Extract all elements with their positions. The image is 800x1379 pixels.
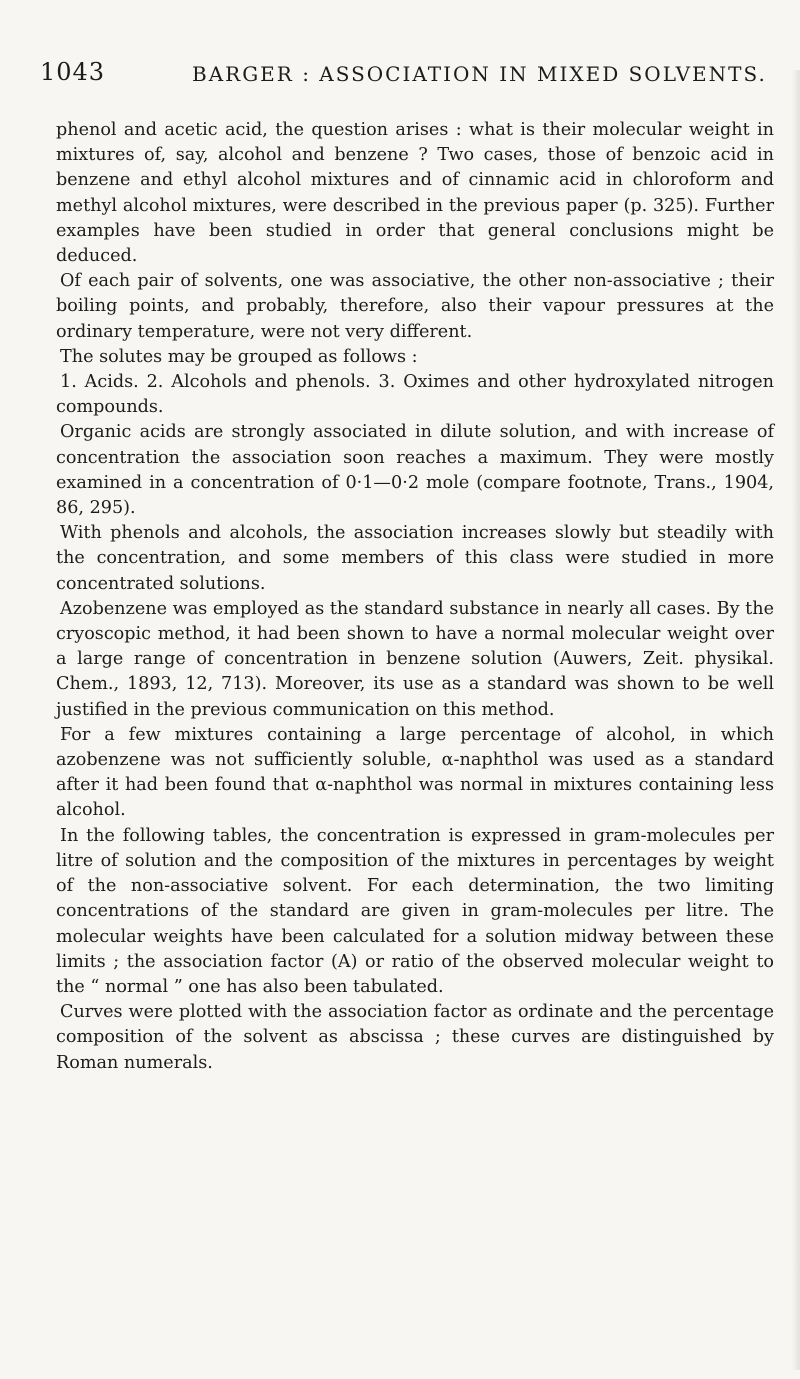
paragraph: The solutes may be grouped as follows : [60, 346, 418, 367]
paragraph: Organic acids are strongly associated in dilute solution, and with increase of concentration the association soon reaches a maximum. They were mostly examined in a concentration of 0·1—0·2 mole (compare footnote, Trans., 1904, 86, 295). [56, 422, 774, 519]
page-header [40, 58, 780, 98]
paragraph: Azobenzene was employed as the standard substance in nearly all cases. By the cryoscopic method, it had been shown to have a normal molecular weight over a large range of concentration in benzene solution (Auwers, Zeit. physikal. Chem., 1893, 12, 713). Moreover, its use as a standard was shown to be well justified in the previous communication on this method. [56, 598, 774, 720]
running-title: BARGER : ASSOCIATION IN MIXED SOLVENTS. [192, 62, 767, 86]
paragraph: Curves were plotted with the association factor as ordinate and the percentage composition of the solvent as abscissa ; these curves are distinguished by Roman numerals. [56, 1002, 774, 1073]
paragraph: For a few mixtures containing a large percentage of alcohol, in which azobenzene was not sufficiently soluble, α-naphthol was used as a standard after it had been found that α-naphthol was normal in mixtures containing less alcohol. [56, 724, 774, 821]
page-edge-shadow [792, 70, 800, 1370]
body-text [56, 118, 774, 1076]
paragraph: Of each pair of solvents, one was associative, the other non-associative ; their boiling points, and probably, therefore, also their vapour pressures at the ordinary temperature, were not very different. [56, 271, 774, 342]
page-number: 1043 [40, 58, 106, 86]
paragraph: In the following tables, the concentration is expressed in gram-molecules per litre of solution and the composition of the mixtures in percentages by weight of the non-associative solvent. For each determination, the two limiting concentrations of the standard are given in gram-molecules per litre. The molecular weights have been calculated for a solution midway between these limits ; the association factor (A) or ratio of the observed molecular weight to the “ normal ” one has also been tabulated. [56, 825, 774, 997]
paragraph: With phenols and alcohols, the association increases slowly but steadily with the concentration, and some members of this class were studied in more concentrated solutions. [56, 523, 774, 594]
paragraph: phenol and acetic acid, the question arises : what is their molecular weight in mixtures of, say, alcohol and benzene ? Two cases, those of benzoic acid in benzene and ethyl alcohol mixtures and of cinnamic acid in chloroform and methyl alcohol mixtures, were described in the previous paper (p. 325). Further examples have been studied in order that general conclusions might be deduced. [56, 120, 774, 267]
paragraph: 1. Acids. 2. Alcohols and phenols. 3. Oximes and other hydroxylated nitrogen compounds. [56, 372, 774, 418]
